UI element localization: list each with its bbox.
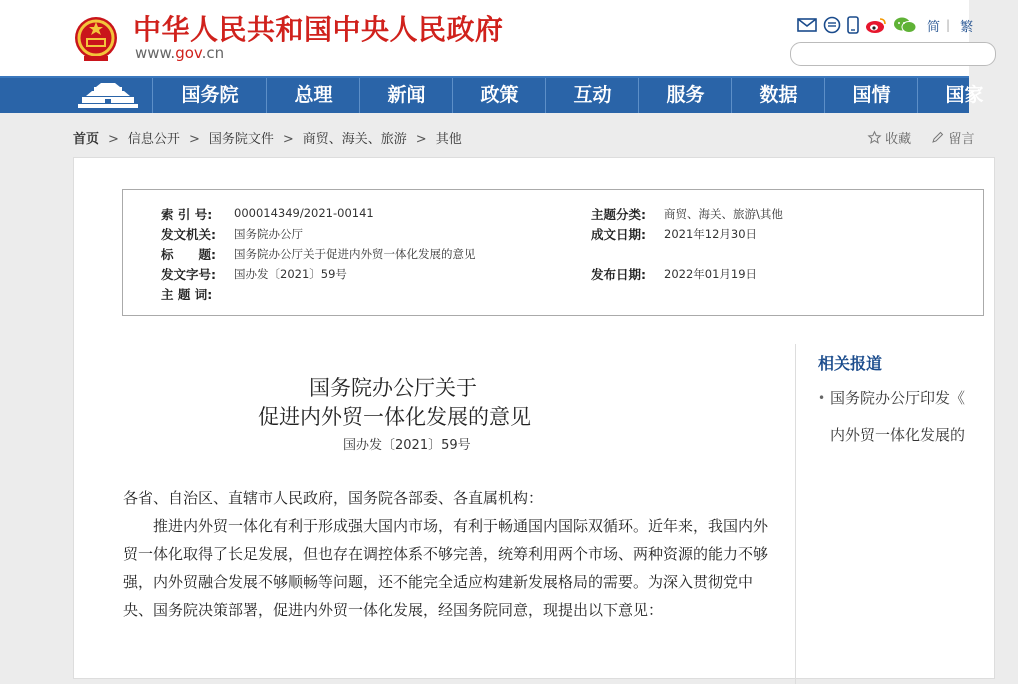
breadcrumb-info-disclosure[interactable]: 信息公开 [127, 132, 180, 147]
pencil-icon[interactable] [931, 131, 944, 144]
lang-simplified[interactable]: 简 [927, 19, 941, 35]
breadcrumb [73, 128, 462, 147]
search-input[interactable] [790, 42, 996, 66]
document-title-line2: 促进内外贸一体化发展的意见 [258, 405, 531, 429]
weibo-icon[interactable] [865, 16, 887, 34]
main-nav [0, 76, 984, 113]
meta-keywords-label: 主 题 词: [161, 287, 213, 302]
meta-date-written-label: 成文日期: [591, 227, 646, 242]
domain-main: gov [175, 44, 202, 62]
meta-topic-label: 主题分类: [591, 207, 646, 222]
header-tools [797, 14, 973, 36]
nav-item-data[interactable]: 数据 [731, 78, 825, 113]
nav-item-interaction[interactable]: 互动 [545, 78, 639, 113]
breadcrumb-other[interactable]: 其他 [435, 132, 462, 147]
meta-title-value: 国务院办公厅关于促进内外贸一体化发展的意见 [234, 247, 476, 261]
meta-publish-label: 发布日期: [591, 267, 646, 282]
meta-doc-no-value: 国办发〔2021〕59号 [234, 267, 347, 281]
nav-item-services[interactable]: 服务 [638, 78, 732, 113]
document-title-line1: 国务院办公厅关于 [309, 376, 477, 400]
lang-traditional[interactable]: 繁 [960, 19, 974, 35]
sidebar-divider [795, 344, 796, 684]
related-reports-title: 相关报道 [818, 354, 883, 373]
site-title[interactable]: 中华人民共和国中央人民政府 [133, 13, 504, 46]
nav-item-premier[interactable]: 总理 [266, 78, 360, 113]
document-paragraph: 推进内外贸一体化有利于形成强大国内市场，有利于畅通国内国际双循环。近年来，我国内外贸一体化取得了长足发展，但也存在调控体系不够完善，统筹利用两个市场、两种资源的能力不够强，内外贸融合发展不够顺畅等问题，还不能完全适应构建新发展格局的需要。为深入贯彻党中央、国务院决策部署，促进内外贸一体化发展，经国务院同意，现提出以下意见： [123, 517, 769, 619]
document-greeting: 各省、自治区、直辖市人民政府，国务院各部委、各直属机构： [123, 489, 544, 507]
page-actions [868, 128, 974, 147]
domain-suffix: .cn [201, 44, 225, 62]
related-report-line2[interactable]: 内外贸一体化发展的 [830, 426, 966, 444]
document-number: 国办发〔2021〕59号 [343, 438, 471, 453]
breadcrumb-home[interactable]: 首页 [73, 132, 100, 147]
meta-index-label: 索 引 号: [161, 207, 213, 222]
meta-topic-value: 商贸、海关、旅游\其他 [664, 207, 783, 221]
site-domain[interactable] [135, 44, 224, 62]
site-header [0, 0, 974, 76]
national-emblem-icon[interactable] [73, 14, 119, 64]
mobile-icon[interactable] [847, 16, 859, 34]
related-report-link[interactable] [818, 384, 1018, 450]
meta-index-value: 000014349/2021-00141 [234, 206, 374, 220]
breadcrumb-arrow: > [188, 132, 200, 147]
breadcrumb-arrow: > [108, 132, 119, 147]
breadcrumb-commerce[interactable]: 商贸、海关、旅游 [302, 132, 407, 147]
nav-item-news[interactable]: 新闻 [359, 78, 453, 113]
lang-separator: | [946, 18, 951, 32]
nav-item-state-council[interactable]: 国务院 [152, 78, 267, 113]
nav-item-country[interactable]: 国家 [917, 78, 1011, 113]
bullet-icon: • [818, 391, 826, 405]
breadcrumb-arrow: > [415, 132, 427, 147]
mail-icon[interactable] [797, 18, 817, 32]
favorite-link[interactable]: 收藏 [885, 132, 912, 147]
domain-prefix: www. [135, 44, 176, 62]
nav-item-policy[interactable]: 政策 [452, 78, 546, 113]
meta-doc-no-label: 发文字号: [161, 267, 216, 282]
nav-item-national-info[interactable]: 国情 [824, 78, 918, 113]
breadcrumb-state-council-docs[interactable]: 国务院文件 [208, 132, 274, 147]
meta-date-written-value: 2021年12月30日 [664, 227, 758, 241]
document-meta-table [122, 189, 984, 316]
star-icon[interactable] [868, 131, 881, 144]
meta-publish-value: 2022年01月19日 [664, 267, 758, 281]
message-link[interactable]: 留言 [948, 132, 975, 147]
breadcrumb-arrow: > [282, 132, 294, 147]
wechat-icon[interactable] [893, 16, 917, 34]
tiananmen-home-icon[interactable] [68, 78, 152, 113]
meta-issuer-label: 发文机关: [161, 227, 216, 242]
related-report-line1[interactable]: 国务院办公厅印发《 [830, 389, 966, 407]
meta-issuer-value: 国务院办公厅 [234, 227, 303, 241]
comment-icon[interactable] [823, 16, 841, 34]
meta-title-label: 标 题: [161, 247, 216, 262]
article-panel [73, 157, 995, 679]
